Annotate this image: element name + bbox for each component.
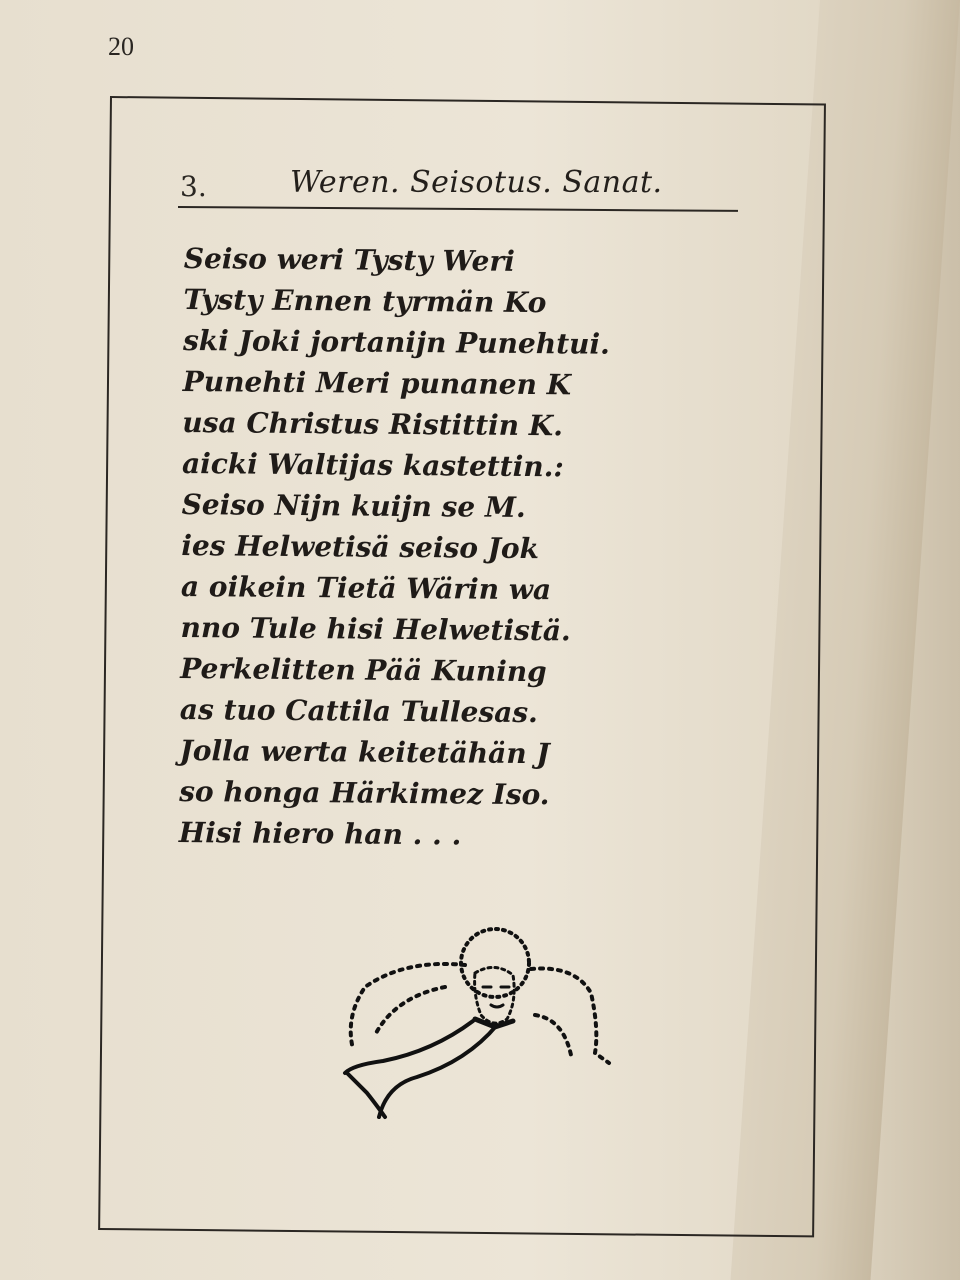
- verse-line: Jolla werta keitetähän J: [179, 733, 550, 771]
- verse-line: Punehti Meri punanen K: [182, 364, 572, 402]
- chapter-heading: Weren. Seisotus. Sanat.: [290, 165, 663, 200]
- verse-line: so honga Härkimez Iso.: [179, 774, 550, 812]
- verse-line: Tysty Ennen tyrmän Ko: [183, 282, 547, 320]
- verse-line: ski Joki jortanijn Punehtui.: [182, 323, 610, 361]
- verse-block: [179, 238, 611, 857]
- verse-line: Hisi hiero han . . .: [178, 815, 462, 852]
- verse-line: Perkelitten Pää Kuning: [180, 651, 547, 689]
- angel-figure-illustration: [325, 925, 615, 1130]
- verse-line: ies Helwetisä seiso Jok: [181, 528, 540, 566]
- verse-line: a oikein Tietä Wärin wa: [180, 569, 552, 607]
- verse-line: usa Christus Ristittin K.: [182, 405, 564, 443]
- page-number: 20: [108, 32, 134, 61]
- verse-line: Seiso Nijn kuijn se M.: [181, 487, 526, 524]
- verse-line: Seiso weri Tysty Weri: [183, 241, 515, 278]
- verse-line: as tuo Cattila Tullesas.: [179, 692, 538, 730]
- verse-line: aicki Waltijas kastettin.:: [181, 446, 564, 484]
- verse-line: nno Tule hisi Helwetistä.: [180, 610, 571, 648]
- chapter-number: 3.: [180, 170, 207, 203]
